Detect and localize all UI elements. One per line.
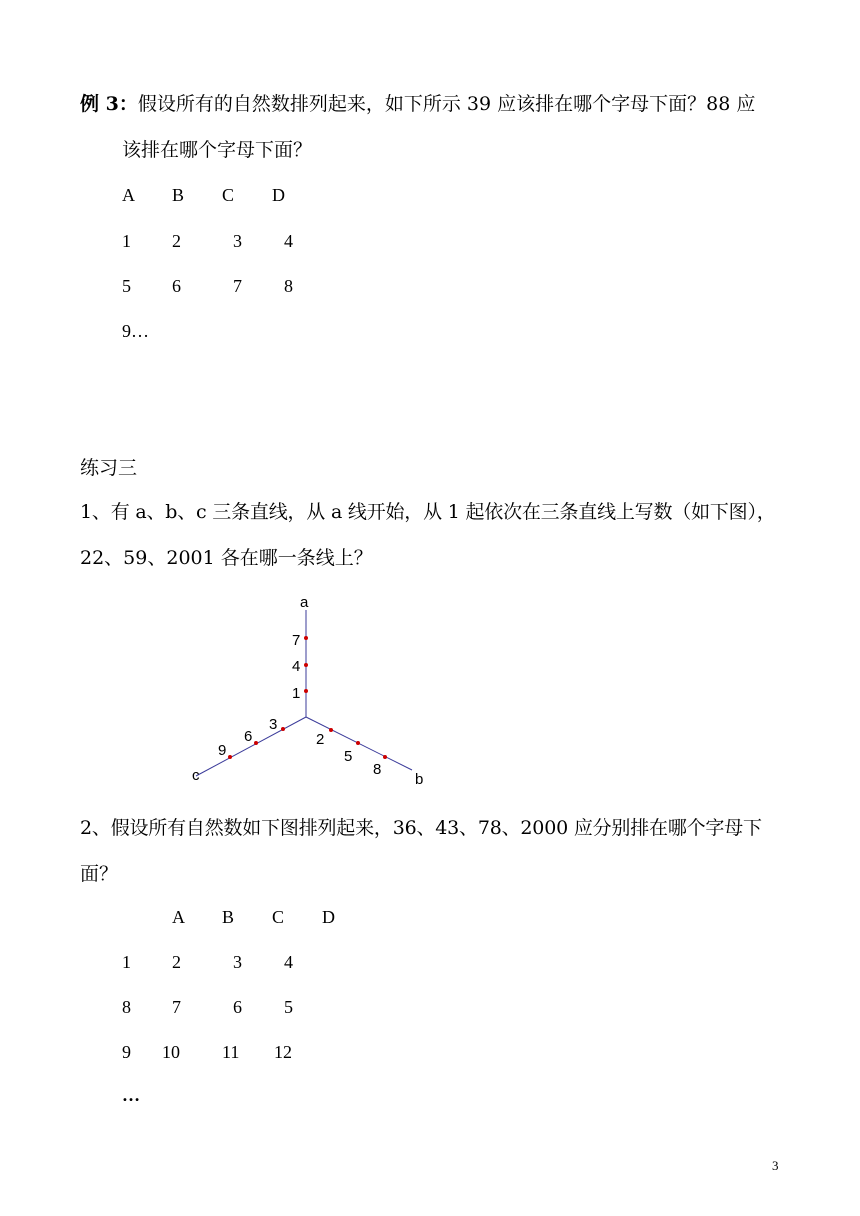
table-cell: 6 [233,997,242,1017]
table-cell: 2 [172,952,181,972]
point-dot [304,689,308,693]
table-tail: … [122,1085,140,1105]
table-header-cell: A [122,185,135,205]
table-header-cell: A [172,907,185,927]
table-cell: 3 [233,952,242,972]
table-cell: 1 [122,231,131,251]
table-header-cell: D [322,907,335,927]
table-header-cell: D [272,185,285,205]
point-dot [383,755,387,759]
example3-question-line1: 假设所有的自然数排列起来，如下所示 39 应该排在哪个字母下面？88 应 [137,93,756,115]
table-cell: 8 [122,997,131,1017]
point-dot [304,636,308,640]
number-label-a: 7 [292,632,301,649]
number-label-c: 3 [269,716,278,733]
number-label-a: 4 [292,658,301,675]
point-dot [304,663,308,667]
point-dot [281,727,285,731]
table-cell: 11 [222,1042,240,1062]
table-tail: 9… [122,321,149,341]
table-header-cell: B [222,907,235,927]
number-label-c: 9 [218,742,227,759]
number-label-a: 1 [292,685,301,702]
table-cell: 10 [162,1042,180,1062]
exercise-q1-line2: 22、59、2001 各在哪一条线上？ [80,547,373,569]
table-header-cell: B [172,185,185,205]
exercise-q2-line2: 面？ [80,863,119,885]
number-label-b: 5 [344,748,353,765]
table-header-cell: C [222,185,235,205]
table-cell: 7 [172,997,181,1017]
point-dot [329,728,333,732]
table-cell: 5 [122,276,131,296]
table-cell: 6 [172,276,181,296]
point-dot [356,741,360,745]
table-cell: 1 [122,952,131,972]
number-label-c: 6 [244,728,253,745]
table-cell: 5 [284,997,293,1017]
example3-label: 例 3： [80,93,138,115]
table-cell: 4 [284,231,293,251]
table-cell: 2 [172,231,181,251]
three-lines-diagram [180,590,440,790]
table-cell: 3 [233,231,242,251]
line-c [196,717,306,776]
point-dot [254,741,258,745]
example3-line1 [80,92,755,116]
example3-question-line2: 该排在哪个字母下面？ [122,139,313,161]
number-label-b: 2 [316,731,325,748]
point-dot [228,755,232,759]
table-header-cell: C [272,907,285,927]
line-label-c: c [192,767,200,784]
page-number: 3 [772,1158,779,1173]
table-cell: 7 [233,276,242,296]
line-label-a: a [300,594,309,611]
exercise-q2-line1: 2、假设所有自然数如下图排列起来，36、43、78、2000 应分别排在哪个字母下 [80,817,762,839]
number-label-b: 8 [373,761,382,778]
exercise-q1-line1: 1、有 a、b、c 三条直线，从 a 线开始，从 1 起依次在三条直线上写数（如下图）， [80,501,776,523]
table-cell: 4 [284,952,293,972]
table-cell: 9 [122,1042,131,1062]
diagram-lines [196,610,412,776]
exercise-title: 练习三 [80,457,138,479]
line-label-b: b [415,771,424,788]
table-cell: 8 [284,276,293,296]
table-cell: 12 [274,1042,292,1062]
